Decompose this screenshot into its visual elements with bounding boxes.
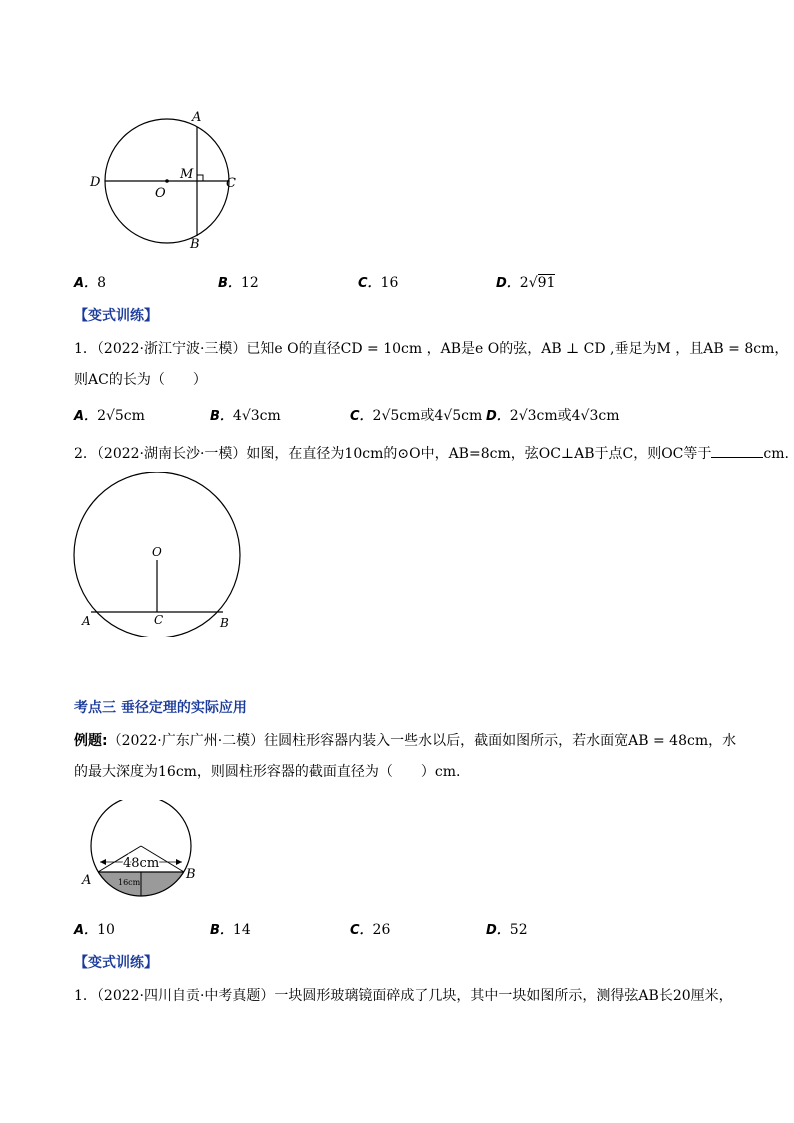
- center-point: [165, 179, 169, 183]
- example-option-d[interactable]: [486, 919, 528, 938]
- option-text: 52: [509, 922, 528, 938]
- label-b3: B: [186, 867, 196, 882]
- option-d[interactable]: [496, 272, 555, 291]
- option-letter: D．: [496, 276, 520, 291]
- arrow-left: [100, 859, 106, 865]
- option-letter: B．: [218, 276, 241, 291]
- example-option-b[interactable]: [210, 919, 251, 938]
- example-text: （2022·广东广州·二模）往圆柱形容器内装入一些水以后，截面如图所示，若水面宽AB = 48cm，水: [107, 733, 737, 749]
- option-text: 2√5cm: [97, 408, 145, 424]
- option-text: 4√3cm: [232, 408, 281, 424]
- option-letter: A．: [74, 276, 98, 291]
- option-text: 2: [519, 275, 529, 291]
- section-heading: 考点三 垂径定理的实际应用: [74, 700, 247, 716]
- option-letter: B．: [210, 409, 233, 424]
- option-letter: A．: [74, 923, 98, 938]
- variant-training-header-2: 【变式训练】: [74, 955, 158, 971]
- option-letter: C．: [350, 923, 373, 938]
- option-text: 12: [240, 275, 259, 291]
- example-option-a[interactable]: [74, 919, 115, 938]
- label-c: C: [226, 176, 236, 191]
- label-o: O: [155, 186, 166, 201]
- option-text: 8: [97, 275, 106, 291]
- label-48cm: 48cm: [123, 856, 160, 871]
- option-letter: A．: [74, 409, 98, 424]
- variant-training-header: 【变式训练】: [74, 308, 158, 324]
- label-m: M: [180, 167, 194, 182]
- q1-option-c[interactable]: [350, 405, 482, 425]
- option-text: 16: [380, 275, 399, 291]
- option-text: 2√5cm或4√5cm: [372, 408, 483, 424]
- option-letter: B．: [210, 923, 233, 938]
- sqrt-radicand: 91: [537, 275, 556, 291]
- label-a: A: [192, 110, 202, 125]
- option-text: 10: [97, 922, 115, 938]
- option-letter: D．: [486, 923, 510, 938]
- label-b: B: [190, 237, 200, 252]
- label-b2: B: [220, 616, 229, 630]
- answer-blank[interactable]: [711, 445, 763, 458]
- option-letter: C．: [358, 276, 381, 291]
- right-angle-mark: [197, 175, 203, 181]
- figure-circle-chord: [84, 105, 254, 255]
- example-label: 例题:: [74, 733, 108, 749]
- question-2-text: 2．（2022·湖南长沙·一模）如图，在直径为10cm的⊙O中，AB=8cm，弦OC⊥AB于点C，则OC等于: [74, 446, 712, 462]
- option-b[interactable]: [218, 272, 259, 291]
- option-c[interactable]: [358, 272, 398, 291]
- example-line2: 的最大深度为16cm，则圆柱形容器的截面直径为（ ）cm.: [74, 764, 461, 780]
- q1-option-d[interactable]: [486, 405, 620, 425]
- q1-option-b[interactable]: [210, 405, 281, 424]
- label-a3: A: [82, 873, 92, 888]
- option-letter: C．: [350, 409, 373, 424]
- option-text: 14: [232, 922, 251, 938]
- label-c2: C: [154, 613, 164, 627]
- question-1-line1: 1．（2022·浙江宁波·三模）已知e O的直径CD = 10cm ，AB是e O的弦，AB ⊥ CD ,垂足为M ，且AB = 8cm，: [74, 341, 789, 357]
- figure-water-container: [80, 800, 210, 898]
- sqrt-sign: √: [528, 275, 538, 291]
- option-letter: D．: [486, 409, 510, 424]
- variant2-question-1: 1．（2022·四川自贡·中考真题）一块圆形玻璃镜面碎成了几块，其中一块如图所示，测得弦AB长20厘米，: [74, 988, 733, 1004]
- option-text: 26: [372, 922, 391, 938]
- arrow-right: [176, 859, 182, 865]
- label-o2: O: [152, 545, 162, 559]
- label-a2: A: [82, 614, 91, 628]
- option-text: 2√3cm或4√3cm: [509, 408, 620, 424]
- question-2: [74, 443, 789, 463]
- label-16cm: 16cm: [118, 878, 141, 887]
- question-2-unit: cm.: [763, 446, 789, 462]
- q1-option-a[interactable]: [74, 405, 145, 424]
- label-d: D: [90, 175, 101, 190]
- example-line1: [74, 730, 736, 750]
- figure-circle-oc: [72, 472, 252, 637]
- example-option-c[interactable]: [350, 919, 390, 938]
- question-1-line2: 则AC的长为（ ）: [74, 372, 207, 388]
- option-a[interactable]: [74, 272, 106, 291]
